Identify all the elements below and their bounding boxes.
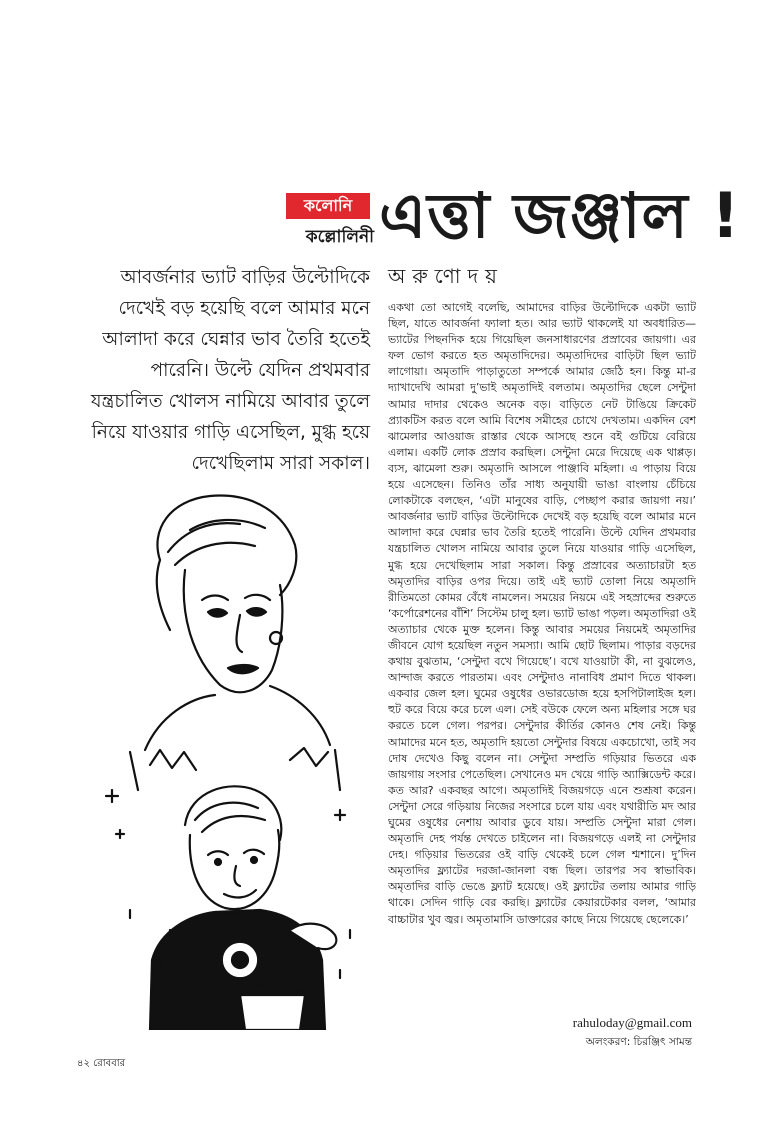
column-tag: কলোনি [286, 193, 370, 219]
article-body [388, 300, 696, 1000]
article-author: অরুণোদয় [388, 264, 504, 288]
article-body-text: একথা তো আগেই বলেছি, আমাদের বাড়ির উল্টোদিকে একটা ভ্যাট ছিল, যাতে আবর্জনা ফ্যালা হত। আর ভ্যাট থাকলেই যা অবধারিত— ভ্যাটের পিছনদিক হয়ে গিয়েছিল জনসাধারণের প্রস্রাবের জায়গা। এর ফল ভোগ করতে হত অমৃতাদিদের। অমৃতাদিদের বাড়িটা ছিল ভ্যাট লাগোয়া। অমৃতাদি পাড়াতুতো সম্পর্কে আমার জেঠি হন। কিন্তু মা-র দ্যাখাদেখি আমরা দু’ভাই অমৃতাদিই বলতাম। অমৃতাদির ছেলে সেন্টুদা আমার দাদার থেকেও অনেক বড়। বাড়িতে নেট টাঙিয়ে ক্রিকেট প্র্যাকটিস করত বলে আমি বিশেষ সমীহের চোখে দেখতাম। একদিন বেশ ঝামেলার আওয়াজ রাস্তার থেকে আসছে শুনে বই গুটিয়ে বেরিয়ে এলাম। একটি লোক প্রস্রাব করছিল। সেন্টুদা মেরে দিয়েছে এক থাপ্পড়। ব্যস, ঝামেলা শুরু। অমৃতাদি আসলে পাঞ্জাবি মহিলা। এ পাড়ায় বিয়ে হয়ে এসেছেন। তিনিও তাঁর সাধ্য অনুযায়ী ভাঙা বাংলায় চেঁচিয়ে লোকটাকে বলছেন, ‘এটা মানুষের বাড়ি, পেচ্ছাপ করার জায়গা নয়।’ আবর্জনার ভ্যাট বাড়ির উল্টোদিকে দেখেই বড় হয়েছি বলে আমার মনে আলাদা করে ঘেন্নার ভাব তৈরি হতেই পারেনি। উল্টে যেদিন প্রথমবার যন্ত্রচালিত খোলস নামিয়ে আবার তুলে নিয়ে যাওয়ার গাড়ি এসেছিল, মুগ্ধ হয়ে দেখেছিলাম সারা সকাল। কিন্তু প্রস্রাবের অত্যাচারটা হত অমৃতাদির বাড়ির ওপর দিয়ে। তাই এই ভ্যাট তোলা নিয়ে অমৃতাদি রীতিমতো কোমর বেঁধে নামলেন। সময়ের নিয়মে এই সহস্রাব্দের শুরুতে ‘কর্পোরেশনের বাঁশি’ সিস্টেম চালু হল। ভ্যাট ভাঙা পড়ল। অমৃতাদিরা ওই অত্যাচার থেকে মুক্ত হলেন। কিন্তু আবার সময়ের নিয়মেই অমৃতাদির জীবনে যোগ হয়েছিল নতুন সমস্যা। আমি ছোট ছিলাম। পাড়ার বড়দের কথায় বুঝতাম, ‘সেন্টুদা বখে গিয়েছে’। বখে যাওয়াটা কী, না বুঝলেও, আন্দাজ করতে পারতাম। এবং সেন্টুদাও নানাবিধ প্রমাণ দিতে থাকল। একবার জেল হল। ঘুমের ওষুধের ওভারডোজ হয়ে হসপিটালাইজ হল। হুট করে বিয়ে করে চলে এল। সেই বউকে ফেলে অন্য মহিলার সঙ্গে ঘর করতে চলে গেল। পরপর। সেন্টুদার কীর্তির কোনও শেষ নেই। কিন্তু আমাদের মনে হত, অমৃতাদি হয়তো সেন্টুদার বিষয়ে একচোখো, তাই সব দোষ দেখেও কিছু বলেন না। সেন্টুদা সম্প্রতি গড়িয়ার ভিতরে এক জায়গায় সংসার পেতেছিল। সেখানেও মদ খেয়ে গাড়ি অ্যাক্সিডেন্ট করে। কত আর? একবছর আগে। অমৃতাদিই বিজয়গড়ে এনে শুশ্রূষা করেন। সেন্টুদা সেরে গড়িয়ায় নিজের সংসারে চলে যায় এবং যথারীতি মদ আর ঘুমের ওষুধের নেশায় আবার ডুবে যায়। সম্প্রতি সেন্টুদা মারা গেল। অমৃতাদি দেহ পর্যন্ত দেখতে চাইলেন না। বিজয়গড়ে এলই না সেন্টুদার দেহ। গড়িয়ার ভিতরের ওই বাড়ি থেকেই চলে গেল শ্মশানে। দু’দিন অমৃতাদির ফ্ল্যাটের দরজা-জানলা বন্ধ ছিল। তারপর সব স্বাভাবিক। অমৃতাদির বাড়ি ভেঙে ফ্ল্যাট হয়েছে। ওই ফ্ল্যাটের তলায় আমার গাড়ি থাকে। সেদিন গাড়ি বের করছি। ফ্ল্যাটের কেয়ারটেকার বলল, ‘আমার বাচ্চাটার খুব জ্বর। অমৃতামাসি ডাক্তারের কাছে নিয়ে গিয়েছে ছেলেকে।’ [388, 301, 696, 926]
pull-quote-text: আবর্জনার ভ্যাট বাড়ির উল্টোদিকে দেখেই বড় হয়েছি বলে আমার মনে আলাদা করে ঘেন্নার ভাব তৈরি হতেই পারেনি। উল্টে যেদিন প্রথমবার যন্ত্রচালিত খোলস নামিয়ে আবার তুলে নিয়ে যাওয়ার গাড়ি এসেছিল, মুগ্ধ হয়ে দেখেছিলাম সারা সকাল। [90, 267, 370, 474]
basket [240, 995, 305, 1030]
pull-quote [82, 262, 370, 479]
illustration-credit: অলংকরণ: চিরঞ্জিৎ সামন্ত [585, 1036, 692, 1048]
illustration [90, 490, 372, 1030]
woman-face [184, 570, 283, 692]
woman-hair [157, 496, 296, 595]
article-title: এত্তা জঞ্জাল ! [379, 179, 741, 252]
author-email: rahuloday@gmail.com [572, 1015, 692, 1030]
boy-hair [185, 786, 281, 840]
column-subtitle: কল্লোলিনী [305, 227, 374, 247]
page-footer: ৪২ রোববার [77, 1058, 126, 1069]
